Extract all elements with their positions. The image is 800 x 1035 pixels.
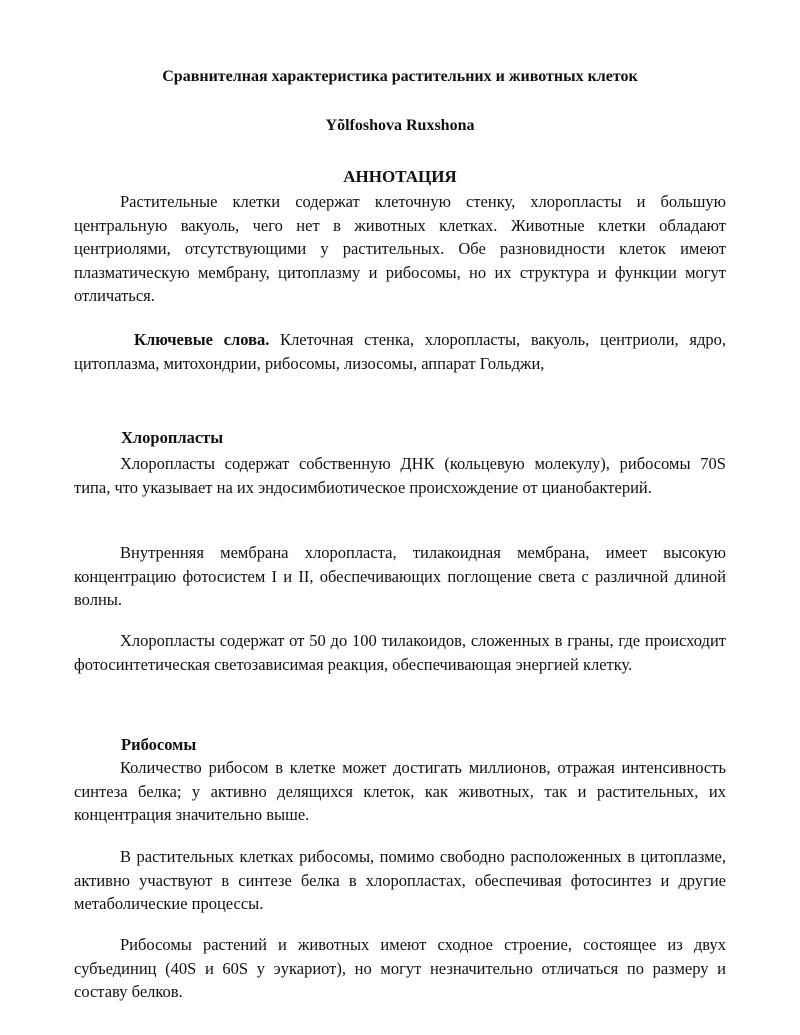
chloroplasts-paragraph-3: Хлоропласты содержат от 50 до 100 тилакоидов, сложенных в граны, где происходит фотосинтетическая светозависимая реакция, обеспечивающая энергией клетку.	[74, 631, 726, 674]
section-heading-ribosomes: Рибосомы	[121, 735, 197, 754]
chloroplasts-paragraph-2: Внутренняя мембрана хлоропласта, тилакоидная мембрана, имеет высокую концентрацию фотосистем I и II, обеспечивающих поглощение света с различной длиной волны.	[74, 543, 726, 610]
ribosomes-paragraph-2: В растительных клетках рибосомы, помимо свободно расположенных в цитоплазме, активно участвуют в синтезе белка в хлоропластах, обеспечивая фотосинтез и другие метаболические процессы.	[74, 847, 726, 914]
document-title: Сравнителная характеристика растительних и животных клеток	[162, 68, 638, 85]
ribosomes-paragraph-3: Рибосомы растений и животных имеют сходное строение, состоящее из двух субъединиц (40S и 60S у эукариот), но могут незначительно отличаться по размеру и составу белков.	[74, 935, 726, 1002]
keywords-paragraph	[74, 328, 726, 375]
chloroplasts-paragraph-1: Хлоропласты содержат собственную ДНК (кольцевую молекулу), рибосомы 70S типа, что указывает на их эндосимбиотическое происхождение от цианобактерий.	[74, 454, 726, 497]
ribosomes-paragraph-1: Количество рибосом в клетке может достигать миллионов, отражая интенсивность синтеза белка; у активно делящихся клеток, как животных, так и растительных, их концентрация значительно выше.	[74, 758, 726, 825]
section-heading-chloroplasts: Хлоропласты	[121, 428, 224, 447]
abstract-heading: АННОТАЦИЯ	[343, 167, 457, 186]
keywords-label: Ключевые слова.	[134, 330, 270, 349]
author-name: Yõlfoshova Ruxshona	[325, 117, 475, 134]
keywords-text: Клеточная стенка, хлоропласты, вакуоль, центриоли, ядро, цитоплазма, митохондрии, рибосомы, лизосомы, аппарат Гольджи,	[74, 330, 726, 373]
abstract-paragraph: Растительные клетки содержат клеточную стенку, хлоропласты и большую центральную вакуоль, чего нет в животных клетках. Животные клетки обладают центриолями, отсутствующими у растительных. Обе разновидности клеток имеют плазматическую мембрану, цитоплазму и рибосомы, но их структура и функции могут отличаться.	[74, 192, 726, 306]
